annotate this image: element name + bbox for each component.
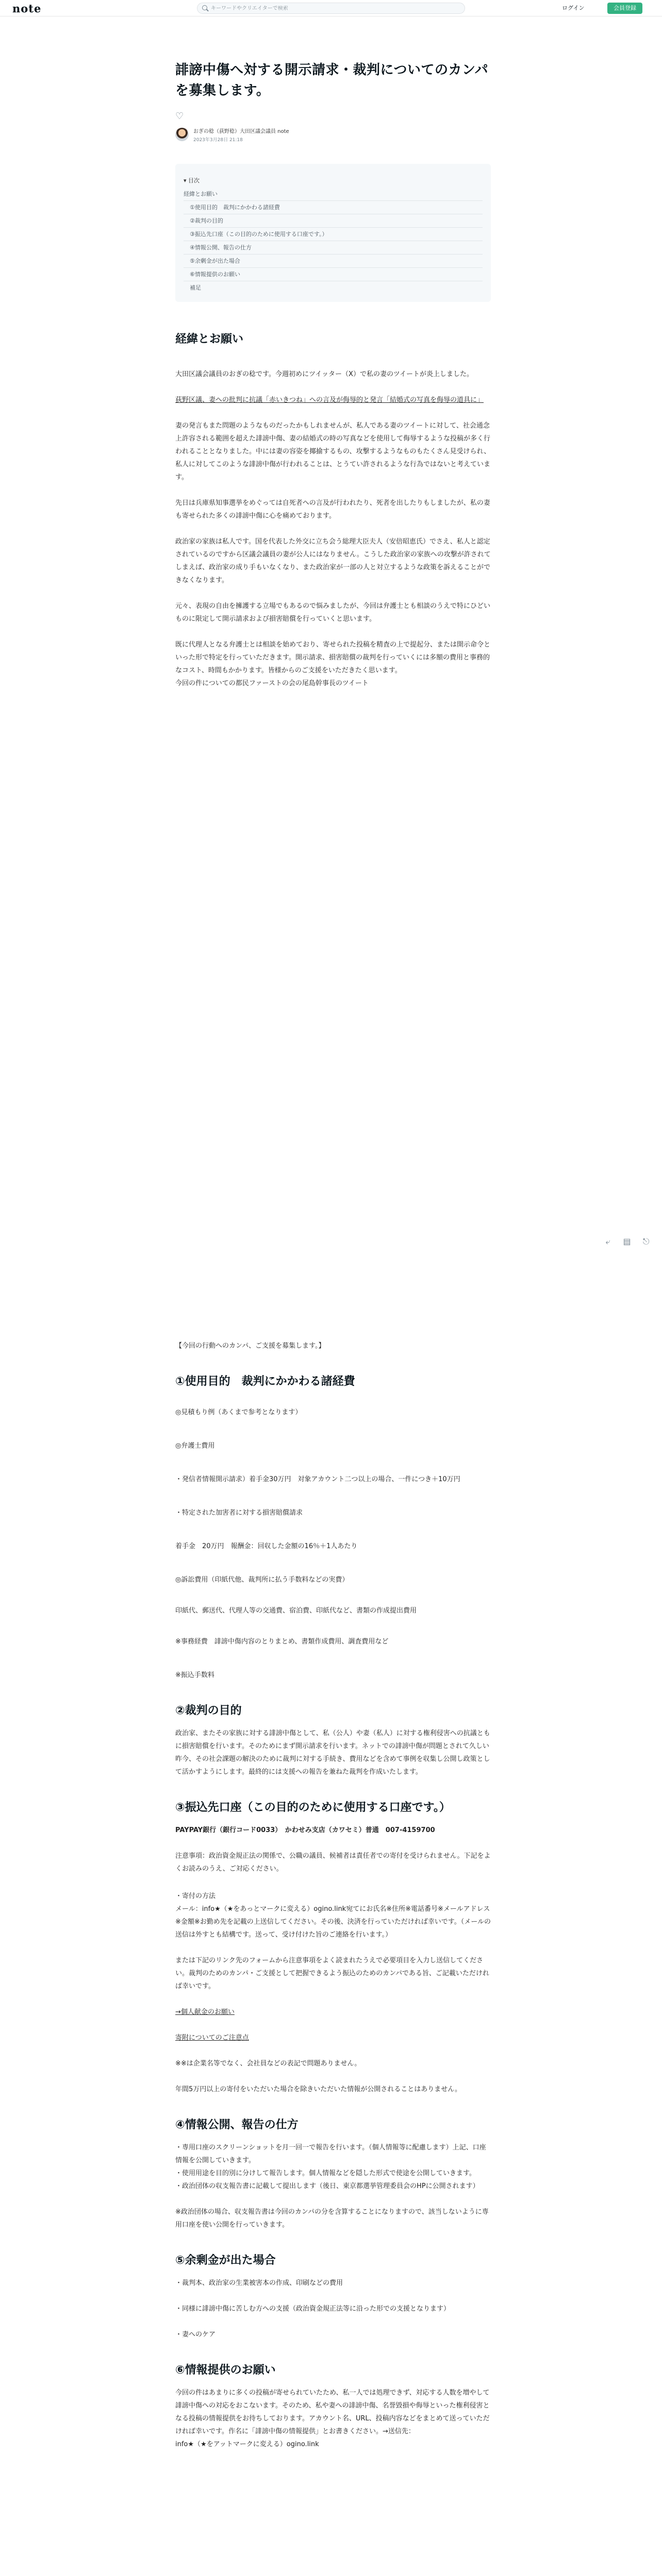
author-meta: [193, 127, 289, 143]
list-item: ・特定された加害者に対する損害賠償請求: [175, 1509, 303, 1517]
paragraph: メール：info★（★をあっとマークに変える）ogino.link宛てにお氏名※住所※電話番号※メールアドレス※金額※お勤め先を記載の上送信してください。その後、決済を行っていただければ幸いです。（メールの送信は外すとも結構です。送って、受け付けた旨のご連絡を行います。）: [175, 1905, 491, 1939]
list-item: ・妻へのケア: [175, 2331, 216, 2338]
paragraph: または下記のリンク先のフォームから注意事項をよく読まれたうえで必要項目を入力し送信してください。裁判のためのカンパ・ご支援として把握できるよう振込のためのカンパである旨、ご記載いただければ幸いです。: [175, 1957, 489, 1990]
list-item: ◎弁護士費用: [175, 1442, 215, 1450]
paragraph: 妻の発言もまた問題のようなものだったかもしれませんが、私人である妻のツイートに対して、社会通念上許容される範囲を超えた誹謗中傷、妻の結婚式の時の写真などを使用して侮辱するような投稿が多く行われることとなりました。中には妻の容姿を揶揄するもの、攻撃するようなものもたくさん見受けられ、私人に対してこのような誹謗中傷が行われることは、とうてい許されるような行為ではないと考えています。: [175, 422, 491, 481]
section-heading-info: ⑥情報提供のお願い: [175, 2364, 276, 2377]
list-item: ・専用口座のスクリーンショットを月一回一で報告を行います。（個人情報等に配慮します）上記、口座情報を公開していきます。: [175, 2144, 486, 2164]
paragraph: 今回の件はあまりに多くの投稿が寄せられていたため、私一人では処理できず、対応する人数を増やして誹謗中傷への対応をおこないます。そのため、私や妻への誹謗中傷、名誉毀損や侮辱といった権利侵害となる投稿の情報提供をお待ちしております。アカウント名、URL、投稿内容などをまとめて送っていただければ幸いです。作名に「誹謗中傷の情報提供」とお書きください。→送信先：: [175, 2389, 490, 2435]
paragraph: 先日は兵庫県知事選挙をめぐっては自死者への言及が行われたり、死者を出したりもしましたが、私の妻も寄せられた多くの誹謗中傷に心を痛めております。: [175, 499, 490, 520]
toc-item[interactable]: ③振込先口座（この目的のために使用する口座です。）: [184, 228, 483, 241]
search-bar[interactable]: [197, 3, 465, 14]
paragraph: 既に代理人となる弁護士とは相談を始めており、寄せられた投稿を精査の上で提起分、または開示命令といった形で特定を行っていただきます。開示請求、損害賠償の裁判を行っていくには多額の費用と事務的なコスト、時間もかかります。皆様からのご支援をいただきたく思います。: [175, 641, 491, 674]
section-heading-purpose-trial: ②裁判の目的: [175, 1704, 242, 1717]
section-heading-purpose: ①使用目的 裁判にかかわる諸経費: [175, 1375, 355, 1388]
paragraph: info★（★をアットマークに変える）ogino.link: [175, 2441, 319, 2448]
article-continued: [175, 1340, 491, 2451]
list-item: ・使用用途を目的別に分けして報告します。個人情報などを隠した形式で使途を公開していきます。: [175, 2170, 476, 2177]
toc-item[interactable]: ⑤余剰金が出た場合: [184, 255, 483, 268]
toc-item[interactable]: 補足: [190, 284, 201, 291]
news-link[interactable]: 荻野区議、妻への批判に抗議「赤いきつね」への言及が侮辱的と発言「結婚式の写真を侮辱の道具に」: [175, 396, 484, 404]
toc-heading[interactable]: ▾ 目次: [184, 177, 200, 184]
paragraph: 年間5万円以上の寄付をいただいた場合を除きいただいた情報が公開されることはありません。: [175, 2086, 462, 2093]
table-of-contents: [175, 164, 491, 302]
toc-heading-label: 目次: [188, 177, 200, 184]
article-title: 誹謗中傷へ対する開示請求・裁判についてのカンパを募集します。: [175, 62, 489, 98]
paragraph: 元々、表現の自由を擁護する立場でもあるので悩みましたが、今回は弁護士とも相談のうえで特にひどいものに限定して開示請求および損害賠償を行っていくと思います。: [175, 602, 491, 623]
list-item: ・同様に誹謗中傷に苦しむ方への支援（政治資金規正法等に沿った形での支援となります）: [175, 2305, 451, 2313]
paragraph: 今回の件についての都民ファーストの会の尾島幹事長のツイート: [175, 680, 369, 687]
login-link[interactable]: ログイン: [562, 5, 585, 11]
paragraph: ※※は企業名等でなく、会社員などの表記で問題ありません。: [175, 2060, 361, 2067]
book-icon[interactable]: ▤: [623, 1236, 631, 1246]
toc-item[interactable]: 経緯とお願い: [184, 188, 483, 201]
toc-item[interactable]: ④情報公開、報告の仕方: [184, 241, 483, 255]
search-icon: [202, 5, 209, 12]
side-actions: [602, 1236, 659, 1248]
list-item: ・政治団体の収支報告書に記載して提出します（後日、東京都選挙管理委員会のHPに公開されます）: [175, 2182, 479, 2190]
list-item: 着手金 20万円 報酬金：回収した金額の16％＋1人あたり: [175, 1543, 358, 1550]
post-date: 2023年3月28日 21:18: [193, 137, 243, 143]
author-block[interactable]: [175, 127, 491, 142]
section-heading-background: 経緯とお願い: [175, 333, 244, 346]
like-row: [175, 111, 491, 121]
section-heading-disclosure: ④情報公開、報告の仕方: [175, 2119, 299, 2131]
list-item: ◎訴訟費用（印紙代他、裁判所に払う手数料などの実費）: [175, 1576, 349, 1584]
paragraph: 政治家の家族は私人です。国を代表した外交に立ち会う総理大臣夫人（安倍昭恵氏）でさえ、私人と認定されているのですから区議会議員の妻が公人にはなりません。こうした政治家の家族への攻撃が許されてしまえば、政治家の成り手もいなくなり、また政治家が一部の人と対立するような政策を訴えることができなくなります。: [175, 538, 491, 584]
embedded-tweet[interactable]: [175, 981, 491, 1334]
signup-button[interactable]: 会員登録: [607, 3, 642, 14]
paragraph: 政治家、またその家族に対する誹謗中傷として、私（公人）や妻（私人）に対する権利侵害への抗議ともに損害賠償を行います。そのためにまず開示請求を行います。ネットでの誹謗中傷が問題とされて久しい昨今、その社会課題の解決のために裁判に対する手続き、費用などを含めて事例を収集し公開し政策として活かすようにします。最終的には支援への報告を兼ねた裁判を作成いたします。: [175, 1730, 490, 1776]
section-heading-surplus: ⑤余剰金が出た場合: [175, 2254, 276, 2267]
section-heading-account: ③振込先口座（この目的のために使用する口座です。）: [175, 1801, 451, 1814]
list-item: ※振込手数料: [175, 1671, 214, 1679]
list-item: ◎見積もり例（あくまで参考となります）: [175, 1409, 302, 1416]
list-item: ・寄付の方法: [175, 1892, 216, 1900]
share-icon[interactable]: ⎋: [642, 1236, 650, 1246]
paragraph: ※政治団体の場合、収支報告書は今回のカンパの分を含算することになりますので、該当しないように専用口座を使い公開を行っていきます。: [175, 2208, 489, 2229]
avatar[interactable]: [175, 128, 189, 141]
donation-notes-link[interactable]: 寄附についてのご注意点: [175, 2034, 249, 2042]
toc-item[interactable]: ②裁判の目的: [184, 214, 483, 228]
list-item: ・発信者情報開示請求）着手金30万円 対象アカウント二つ以上の場合、一件につき＋10万円: [175, 1476, 460, 1483]
toc-item[interactable]: ①使用目的 裁判にかかわる諸経費: [184, 201, 483, 214]
article: [175, 60, 491, 690]
paragraph: 注意事項：政治資金規正法の関係で、公職の議員、候補者は責任者での寄付を受けられません。下記をよくお読みのうえ、ご対応ください。: [175, 1852, 491, 1873]
heart-icon[interactable]: ♡: [175, 111, 184, 122]
toc-item[interactable]: ⑥情報提供のお願い: [184, 268, 483, 281]
paragraph: 【今回の行動へのカンパ、ご支援を募集します。】: [175, 1342, 325, 1350]
list-item: ※事務経費 誹謗中傷内容のとりまとめ、書類作成費用、調査費用など: [175, 1638, 389, 1646]
reply-icon[interactable]: ⤶: [605, 1236, 610, 1246]
bank-account: PAYPAY銀行（銀行コード0033） かわせみ支店（カワセミ）普通 007-4159700: [175, 1826, 435, 1834]
list-item: ・裁判本、政治家の生業被害本の作成、印刷などの費用: [175, 2279, 343, 2287]
author-name[interactable]: おぎの稔（荻野稔）大田区議会議員 note: [193, 128, 289, 134]
donation-link[interactable]: →個人献金のお願い: [175, 2008, 235, 2016]
paragraph: 大田区議会議員のおぎの稔です。今週初めにツイッター（X）で私の妻のツイートが炎上しました。: [175, 370, 474, 378]
search-input[interactable]: [211, 6, 458, 11]
note-logo[interactable]: note: [12, 2, 42, 15]
site-header: [0, 0, 662, 16]
list-item: 印紙代、郵送代、代理人等の交通費、宿泊費、印紙代など、書類の作成提出費用: [175, 1607, 417, 1615]
